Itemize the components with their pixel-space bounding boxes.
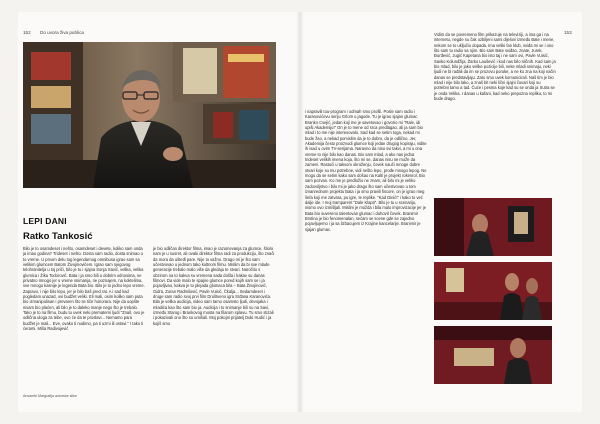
right-body-column-1: i napravili tou-program i odmah smo prošli. Posle sam radio i Karanovićevu seriju Grlom u jagode. Tu je igrao sjajan glumac Branko Cvejić, jedan koji me je savetovao i govorio mi "Rale, idi upiši Akademiju!" On je to mene od srca predlagao, ali ja sam bio mlad i to me nije interesovalo. Sad kad se setim toga, nekad mi bude žao, a nekad pomislim da je to dobro, da je odlično. Jer, Akademija često proizvodi glumce koji jedan drugog kopiraju, vidite ih isad u ovim TV-serijama. Naravno da nisu svi takvi, a mi u ona vreme to nije bilo kao danas. Bio sam mlad, a ako nas jedna trideset velikih imena koja, što mi se, danas nisu ne može da zameni. Rastući u takvom okruženju, čovek nauči mnoge dobre stvari koje su mu potrebne, vidi nešto lepo, prođe mnogo lepog. Ne mogu da se setim kako sam došao na Kalti je projekt rokenrol. Bio sam pozvan. Ko me je predložio ne znam, ali bilo mi je veliko zadovoljstvo i bilo mi je jako drago što sam učestvovao u tom izvanrednom projektu Bata i ja smo pravili fiscore, on je igrao meg šefa koji me zatvara, pu igre, te replike. "Kad Dinić!" i kako to već dalje ide. I moj tramparent "Dale Klapti". Bilo je tu u scenariju, nismo ovo izmišljali. Mislim je možda i bila malo improvizacije jer je Bata bio suvereno talentovan glumac i duhovit čovek. Branimir Brstina je bio fenomenalan, sećam se scene gde se zajedno pojavljujemo i ja sa lizbacujem iz Krajine kancelarije. Branimir je sjajan glumac. <box>305 109 427 232</box>
photo-caption: Ansambl Margrafija autorske slike <box>23 394 77 398</box>
portrait-photo <box>23 42 276 188</box>
section-heading: LEPI DANI <box>23 216 67 226</box>
right-body-column-2: Vidim da se povremeno film prikazuje na televiziji, a ima ga i na internetu, negde su čak ozbiljeni sami dijelovi između Bate i mene, nekom se to uključio dopada. Ima veliki fan klub, sviđa mi se i ono što sam tu radio sa njim. Bio sam Bate sviđao, znate, Jurek, Đurđević, Jugić Kapetana bio isto taj i ne sam ovi, Pavle Vuisić, Savko Kolundžija, Žarko Laušević i kod nas bilo sličnih. Kad sam ja bio mlad, bilo je jako velike pozicije bili, neke mladi snimaju, neki ljudi ne bi rađali da im se prozovu poruke, a ne ko zna na koji način danas se predstavljaju. Zato smo uvek komunicirali. Naš tim je bio mlad i nije bilo lako, a znaš bit neki lični sjajni čuvari koji su potrebni tamo a tad. Čuće i pesma koje kad su se onda ja Sutra se je onda Velika. I danas u kafani, kad neko prepozna repliku, to mi bude drago. <box>434 32 556 102</box>
author-name: Ratko Tankosić <box>23 231 93 242</box>
right-folio-number: 153 <box>564 30 572 35</box>
film-still-1 <box>434 198 552 256</box>
book-gutter <box>296 12 304 412</box>
film-still-3 <box>434 326 552 384</box>
left-folio-title: Do uvora živa publica <box>40 30 84 35</box>
film-still-3-image <box>434 326 552 384</box>
left-body-column-1: Bilo je to osamdeset i nešto, osamdeset i devete, koliko sam onda ja imao godina? Trideset i nešto. Dosta sam radio, dosta snimao u to vreme. U prvom delu tog legendarnog omnibusa igrao sam sa velikim glumcem Batom Živojinovićem. Igrao sam njegovog telohranitelja u toj priči, bilo je tu i sjajna Sonja Savić, velika, velika glumica i Žika Todorović. Bata i ja smo bili u dobrim odnosima, ne privatno mnogo jer u vreme snimanja, ne poznajem, na koktelima, sve mnogo kasnije je legenda Bata bio. Bilo je to jedno lepo vreme. Zapravo, i nije bilo lepo, jer je bilo baš pred rat. A i sad kad pogledam unazad, ovi budžet veliki. Eli mali, osim koliko sam puta bio izmanipulisan i prevaren što se tiče honorara. Nije da uopšte nisam bio plaćen, ali bilo je to daleko manje nego što je trebalo. Tako je to na filmu, budu tu uvek neki prematerni ljudi "Znaš, ovo je odlična uloga za tebe, ovo će da te proslavi... Nemamo para budžet je mali... Eve, ovako ti nudimo, pa ti uzmi ili ostavi." I tako ti ćerami. Miša Radivojević <box>23 246 145 332</box>
portrait-photo-image <box>23 42 276 188</box>
film-still-2-image <box>434 262 552 320</box>
left-body-column-2: je bio odličan direktor filma, imao je razumevanja za glumce, štiolo nam je u susret, ali ovaki direktor filma radi za produkciju, što znači da mora da ušteđi pare. Nije to važno. Drago mi je što sam učestvovao u jednom tako kultnom filmu. Mislim da bi sve mlade generacije trebalo malo više da gledaju te stvari. Naročito s obzirom na to kakva su vremena sada došla i kakav su danas filmovi. Da vide malo te spajne glumce pored kojih sam se i ja pojavljivao, kakva je to plejada glumaca bila – Bata Živojinović, Gidra, Zoran Radmilović, Pavle Vuisić, Čkalja... Sedamdeset i druge sam radio svoj prvi film Društveno igra Srđana Karanovića. Bila je velika audicija, video sam tamo osamsto ljudi, devojaka i mladića kao što sam bio ja. Audicija i to snimanje bili su na Savi, između Starog i Brankovog mosta na filarom splavu. Tu smo stizali i pokazivali ono što su umišali. Moj pokojni prijatelj Duki Hudić i ja kojiš smo <box>153 246 275 326</box>
left-folio-number: 152 <box>23 30 31 35</box>
film-still-1-image <box>434 198 552 256</box>
film-still-2 <box>434 262 552 320</box>
